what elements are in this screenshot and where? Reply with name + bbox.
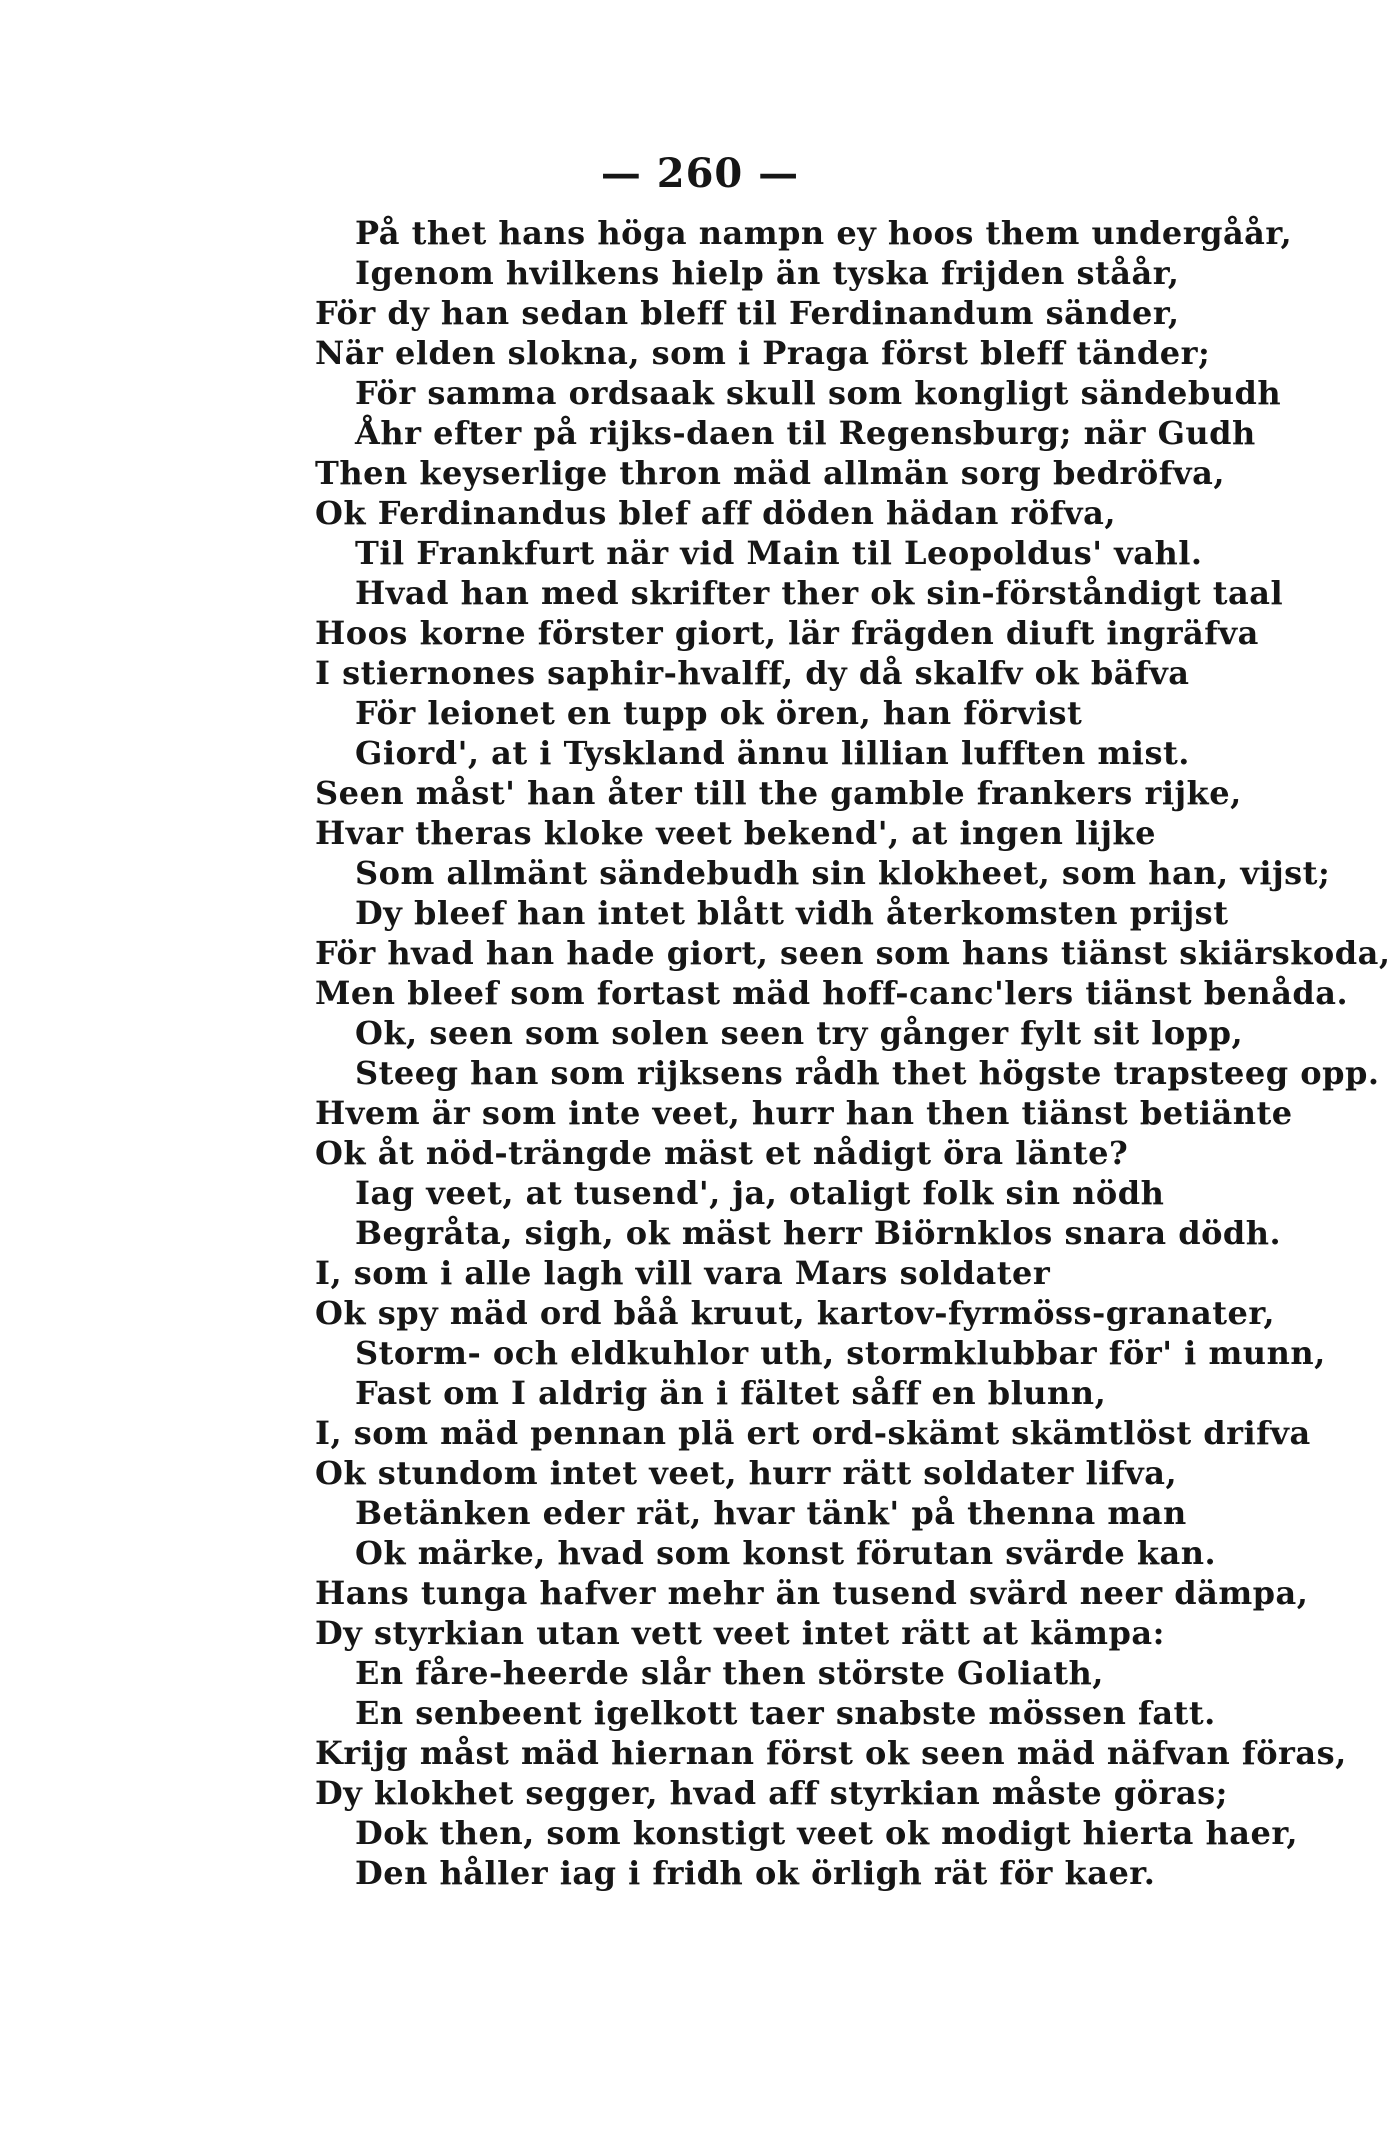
poem-line: Fast om I aldrig än i fältet såff en blunn, [355,1374,1107,1412]
poem-line: Hvar theras kloke veet bekend', at ingen lijke [315,814,1156,852]
poem-line: Men bleef som fortast mäd hoff-canc'lers tiänst benåda. [315,974,1349,1012]
poem-line: Til Frankfurt när vid Main til Leopoldus' vahl. [355,534,1203,572]
poem-line: Ok åt nöd-trängde mäst et nådigt öra länte? [315,1134,1129,1172]
poem-line: I, som mäd pennan plä ert ord-skämt skämtlöst drifva [315,1414,1311,1452]
poem-line: Åhr efter på rijks-daen til Regensburg; när Gudh [355,414,1256,452]
poem-line: Giord', at i Tyskland ännu lillian lufften mist. [355,734,1190,772]
poem-line: Iag veet, at tusend', ja, otaligt folk sin nödh [355,1174,1165,1212]
poem-line: Hoos korne förster giort, lär frägden diuft ingräfva [315,614,1259,652]
poem-line: Igenom hvilkens hielp än tyska frijden ståår, [355,254,1180,292]
poem-line: I stiernones saphir-hvalff, dy då skalfv ok bäfva [315,654,1190,692]
poem-line: Hans tunga hafver mehr än tusend svärd neer dämpa, [315,1574,1309,1612]
poem-line: Steeg han som rijksens rådh thet högste trapsteeg opp. [355,1054,1380,1092]
poem-line: Ok stundom intet veet, hurr rätt soldater lifva, [315,1454,1178,1492]
poem-line: Dy klokhet segger, hvad aff styrkian måste göras; [315,1774,1228,1812]
poem-text [315,213,1391,1893]
poem-line: Betänken eder rät, hvar tänk' på thenna man [355,1494,1187,1532]
poem-line: Ok, seen som solen seen try gånger fylt sit lopp, [355,1014,1244,1052]
poem-line: Hvad han med skrifter ther ok sin-förståndigt taal [355,574,1284,612]
poem-line: Dy bleef han intet blått vidh återkomsten prijst [355,894,1229,932]
poem-line: Ok Ferdinandus blef aff döden hädan röfva, [315,494,1116,532]
poem-line: Hvem är som inte veet, hurr han then tiänst betiänte [315,1094,1293,1132]
poem-line: För hvad han hade giort, seen som hans tiänst skiärskoda, [315,934,1391,972]
poem-line: En fåre-heerde slår then störste Goliath, [355,1654,1104,1692]
poem-line: För dy han sedan bleff til Ferdinandum sänder, [315,294,1180,332]
poem-line: För leionet en tupp ok ören, han förvist [355,694,1083,732]
poem-line: I, som i alle lagh vill vara Mars soldater [315,1254,1051,1292]
poem-line: Then keyserlige thron mäd allmän sorg bedröfva, [315,454,1225,492]
poem-line: Dy styrkian utan vett veet intet rätt at kämpa: [315,1614,1165,1652]
poem-line: En senbeent igelkott taer snabste mössen fatt. [355,1694,1216,1732]
poem-line: Begråta, sigh, ok mäst herr Biörnklos snara dödh. [355,1214,1282,1252]
poem-line: När elden slokna, som i Praga först bleff tänder; [315,334,1211,372]
poem-line: Ok spy mäd ord båå kruut, kartov-fyrmöss-granater, [315,1294,1276,1332]
poem-line: Storm- och eldkuhlor uth, stormklubbar för' i munn, [355,1334,1326,1372]
poem-line: Ok märke, hvad som konst förutan svärde kan. [355,1534,1217,1572]
poem-line: Dok then, som konstigt veet ok modigt hierta haer, [355,1814,1298,1852]
poem-line: För samma ordsaak skull som kongligt sändebudh [355,374,1282,412]
poem-line: Seen måst' han åter till the gamble frankers rijke, [315,774,1242,812]
poem-line: På thet hans höga nampn ey hoos them undergåår, [355,214,1293,252]
page-number: — 260 — [600,150,800,197]
poem-line: Krijg måst mäd hiernan först ok seen mäd näfvan föras, [315,1734,1347,1772]
poem-line: Den håller iag i fridh ok örligh rät för kaer. [355,1854,1156,1892]
poem-line: Som allmänt sändebudh sin klokheet, som han, vijst; [355,854,1331,892]
